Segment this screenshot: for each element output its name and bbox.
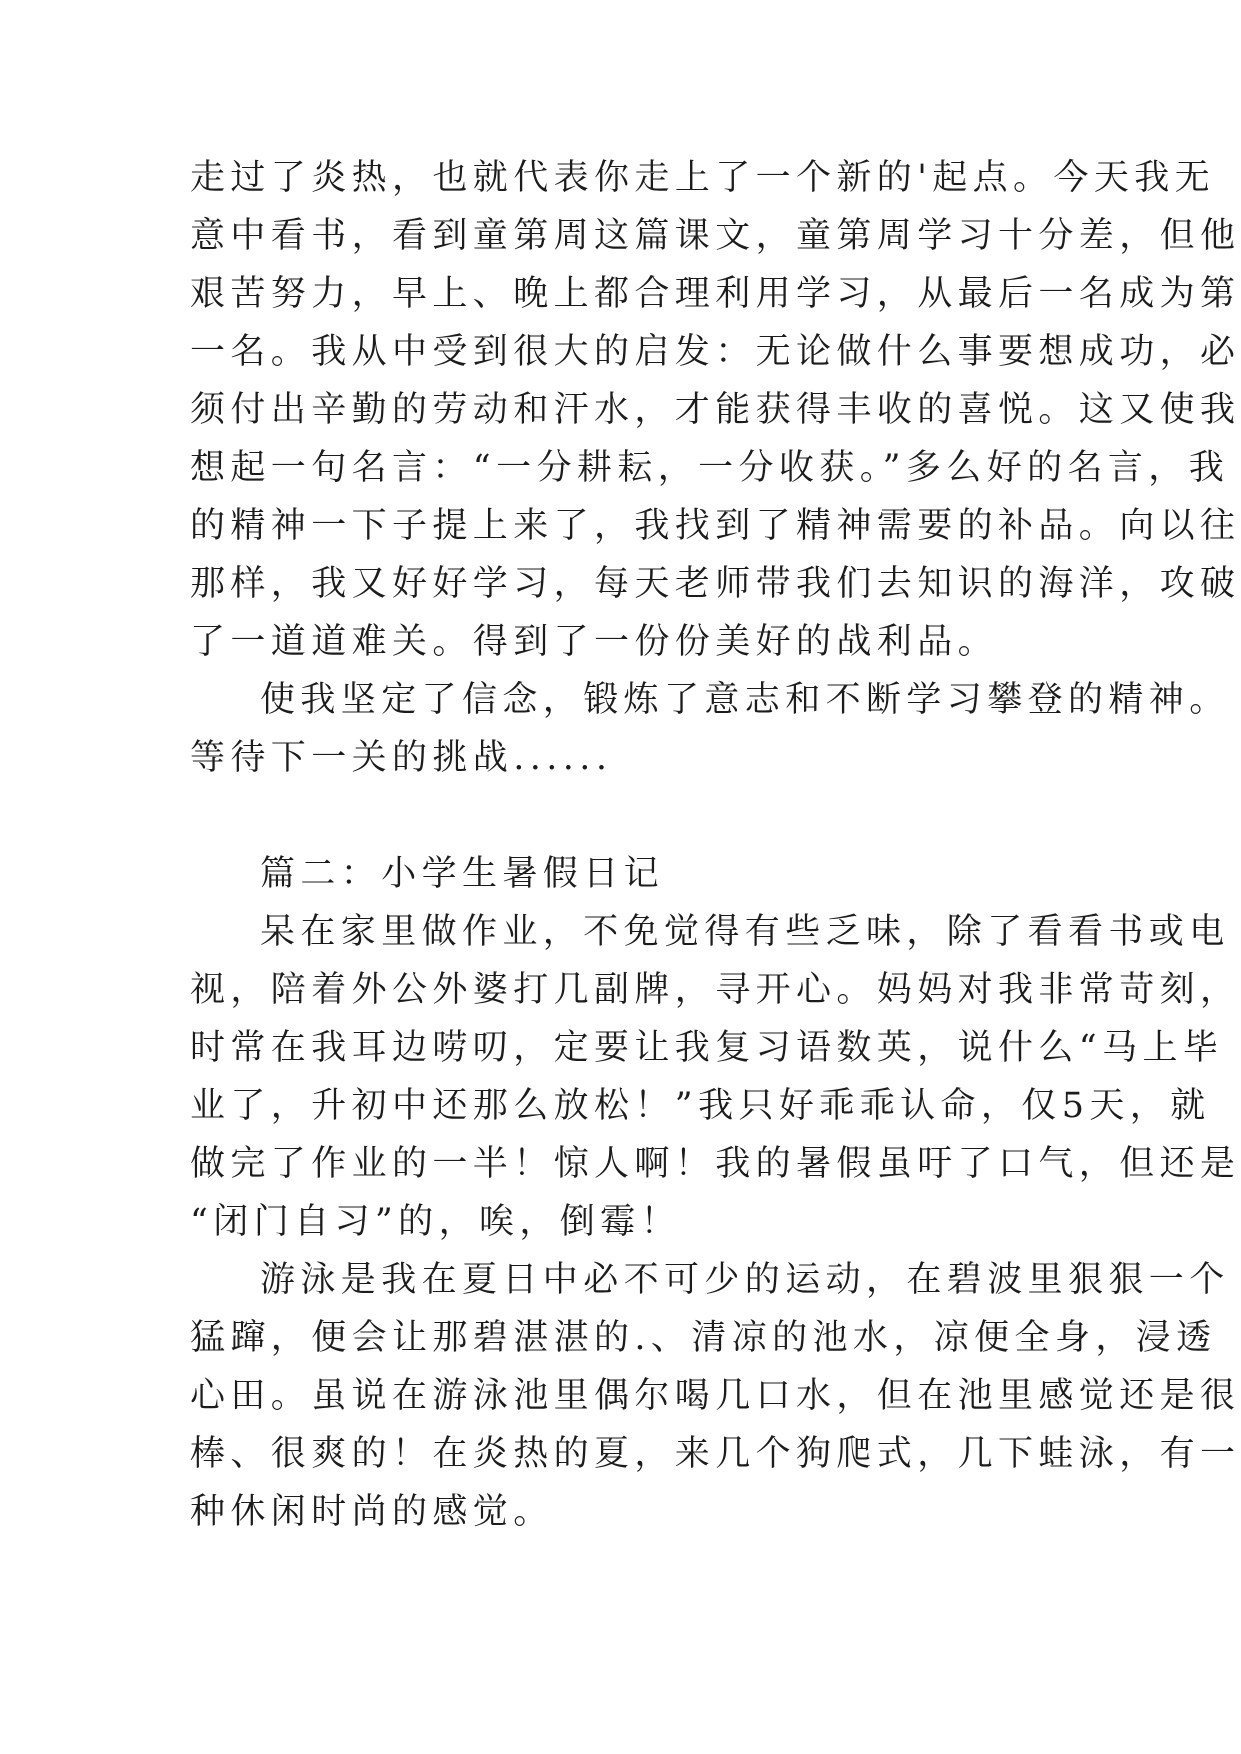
text-line: 的精神一下子提上来了，我找到了精神需要的补品。向以往 — [190, 506, 1241, 546]
text-line: 艰苦努力，早上、晚上都合理利用学习，从最后一名成为第 — [190, 274, 1241, 314]
text-line: 心田。虽说在游泳池里偶尔喝几口水，但在池里感觉还是很 — [190, 1376, 1241, 1416]
text-line: 呆在家里做作业，不免觉得有些乏味，除了看看书或电 — [260, 912, 1230, 952]
text-line: 做完了作业的一半！惊人啊！我的暑假虽吁了口气，但还是 — [190, 1144, 1241, 1184]
text-line: 使我坚定了信念，锻炼了意志和不断学习攀登的精神。 — [260, 680, 1230, 720]
text-line: 猛蹿，便会让那碧湛湛的.、清凉的池水，凉便全身，浸透 — [190, 1318, 1217, 1358]
section-heading: 篇二：小学生暑假日记 — [260, 854, 665, 894]
text-line: 一名。我从中受到很大的启发：无论做什么事要想成功，必 — [190, 332, 1241, 372]
text-line: 种休闲时尚的感觉。 — [190, 1492, 554, 1532]
text-line: 视，陪着外公外婆打几副牌，寻开心。妈妈对我非常苛刻， — [190, 970, 1241, 1010]
text-line: 棒、很爽的！在炎热的夏，来几个狗爬式，几下蛙泳，有一 — [190, 1434, 1241, 1474]
text-line: 走过了炎热，也就代表你走上了一个新的'起点。今天我无 — [190, 158, 1216, 198]
text-line: 等待下一关的挑战...... — [190, 738, 613, 778]
text-line: 须付出辛勤的劳动和汗水，才能获得丰收的喜悦。这又使我 — [190, 390, 1241, 430]
text-line: 了一道道难关。得到了一份份美好的战利品。 — [190, 622, 999, 662]
text-line: 业了，升初中还那么放松！”我只好乖乖认命，仅5天，就 — [190, 1086, 1211, 1126]
text-line: 游泳是我在夏日中必不可少的运动，在碧波里狠狠一个 — [260, 1260, 1230, 1300]
text-line: 意中看书，看到童第周这篇课文，童第周学习十分差，但他 — [190, 216, 1241, 256]
text-line: 时常在我耳边唠叨，定要让我复习语数英，说什么“马上毕 — [190, 1028, 1224, 1068]
text-line: “闭门自习”的，唉，倒霉！ — [190, 1202, 681, 1242]
text-line: 那样，我又好好学习，每天老师带我们去知识的海洋，攻破 — [190, 564, 1241, 604]
text-line: 想起一句名言：“一分耕耘，一分收获。”多么好的名言，我 — [190, 448, 1230, 488]
